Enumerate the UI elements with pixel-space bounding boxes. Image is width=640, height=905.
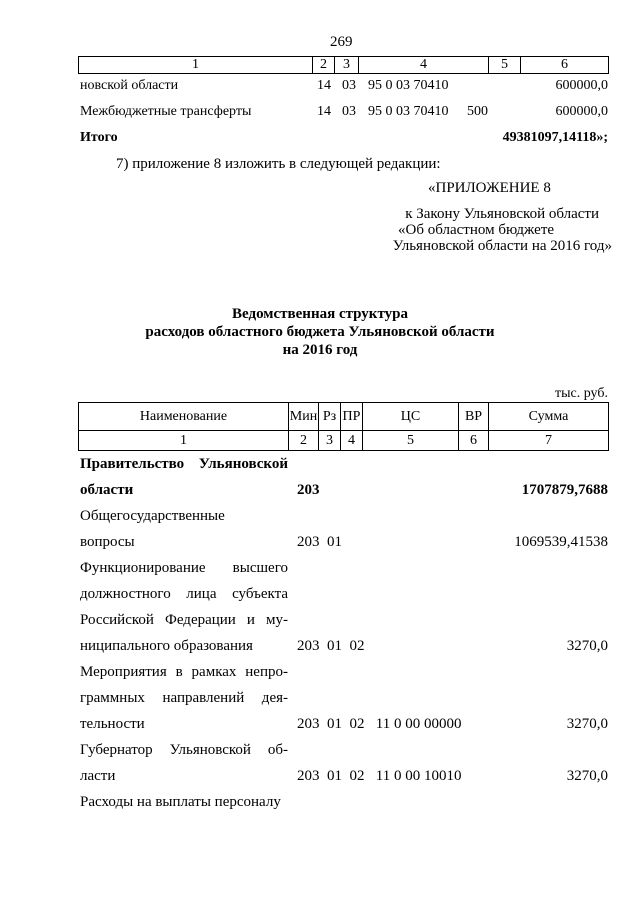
heading-line-3: на 2016 год — [282, 342, 358, 358]
top-col-5: 5 — [489, 57, 521, 74]
num-1: 1 — [79, 431, 289, 451]
header-pr: ПР — [341, 403, 363, 431]
row-sum: 600000,0 — [555, 104, 608, 119]
num-7: 7 — [489, 431, 609, 451]
entry-codes: 203 01 02 11 0 00 00000 — [297, 716, 462, 732]
entry-codes: 203 01 — [297, 534, 342, 550]
entry-sum: 3270,0 — [566, 638, 608, 654]
top-col-4: 4 — [359, 57, 489, 74]
entry-name-line: Расходы на выплаты персоналу — [80, 794, 281, 810]
top-table-header — [78, 56, 609, 74]
entry-name-line: граммных направлений дея- — [80, 690, 288, 706]
appendix-line-1: к Закону Ульяновской области — [405, 206, 599, 222]
entry-sum: 1069539,41538 — [514, 534, 608, 550]
num-4: 4 — [341, 431, 363, 451]
entry-name-line: Функционирование высшего — [80, 560, 288, 576]
header-min: Мин — [289, 403, 319, 431]
row-cs: 95 0 03 70410 — [368, 78, 449, 93]
top-col-1: 1 — [79, 57, 313, 74]
row-sum: 600000,0 — [555, 78, 608, 93]
num-5: 5 — [363, 431, 459, 451]
entry-name-line: Российской Федерации и му- — [80, 612, 288, 628]
entry-sum: 3270,0 — [566, 768, 608, 784]
header-sum: Сумма — [489, 403, 609, 431]
header-name: Наименование — [79, 403, 289, 431]
appendix-line-2: «Об областном бюджете — [398, 222, 555, 238]
entry-sum: 1707879,7688 — [521, 482, 608, 498]
num-2: 2 — [289, 431, 319, 451]
row-vr: 500 — [467, 104, 488, 119]
entry-sum: 3270,0 — [566, 716, 608, 732]
entry-name-line: Правительство Ульяновской — [80, 456, 288, 472]
entry-name-line: Мероприятия в рамках непро- — [80, 664, 288, 680]
num-6: 6 — [459, 431, 489, 451]
row-min: 14 — [317, 78, 331, 93]
row-min: 14 — [317, 104, 331, 119]
row-name: Межбюджетные трансферты — [80, 104, 252, 119]
main-table-header — [78, 402, 609, 451]
entry-codes: 203 01 02 11 0 00 10010 — [297, 768, 462, 784]
entry-name-line: ниципального образования — [80, 638, 253, 654]
entry-codes: 203 01 02 — [297, 638, 365, 654]
appendix-title: «ПРИЛОЖЕНИЕ 8 — [428, 180, 551, 196]
entry-codes: 203 — [297, 482, 320, 498]
entry-name-line: вопросы — [80, 534, 135, 550]
top-col-3: 3 — [335, 57, 359, 74]
top-col-2: 2 — [313, 57, 335, 74]
heading-line-2: расходов областного бюджета Ульяновской области — [145, 324, 495, 340]
row-cs: 95 0 03 70410 — [368, 104, 449, 119]
units-label: тыс. руб. — [555, 386, 608, 401]
total-label: Итого — [80, 130, 118, 145]
num-3: 3 — [319, 431, 341, 451]
entry-name-line: тельности — [80, 716, 145, 732]
row-rz: 03 — [342, 78, 356, 93]
header-vr: ВР — [459, 403, 489, 431]
header-cs: ЦС — [363, 403, 459, 431]
row-name: новской области — [80, 78, 179, 93]
total-value: 49381097,14118»; — [502, 130, 608, 145]
entry-name-line: должностного лица субъекта — [80, 586, 288, 602]
page-number: 269 — [330, 34, 353, 50]
instruction-text: 7) приложение 8 изложить в следующей редакции: — [116, 156, 441, 172]
entry-name-line: Общегосударственные — [80, 508, 225, 524]
row-rz: 03 — [342, 104, 356, 119]
entry-name-line: Губернатор Ульяновской об- — [80, 742, 288, 758]
heading-line-1: Ведомственная структура — [232, 306, 408, 322]
header-rz: Рз — [319, 403, 341, 431]
appendix-line-3: Ульяновской области на 2016 год» — [392, 238, 612, 254]
top-col-6: 6 — [521, 57, 609, 74]
entry-name-line: области — [80, 482, 134, 498]
entry-name-line: ласти — [80, 768, 116, 784]
